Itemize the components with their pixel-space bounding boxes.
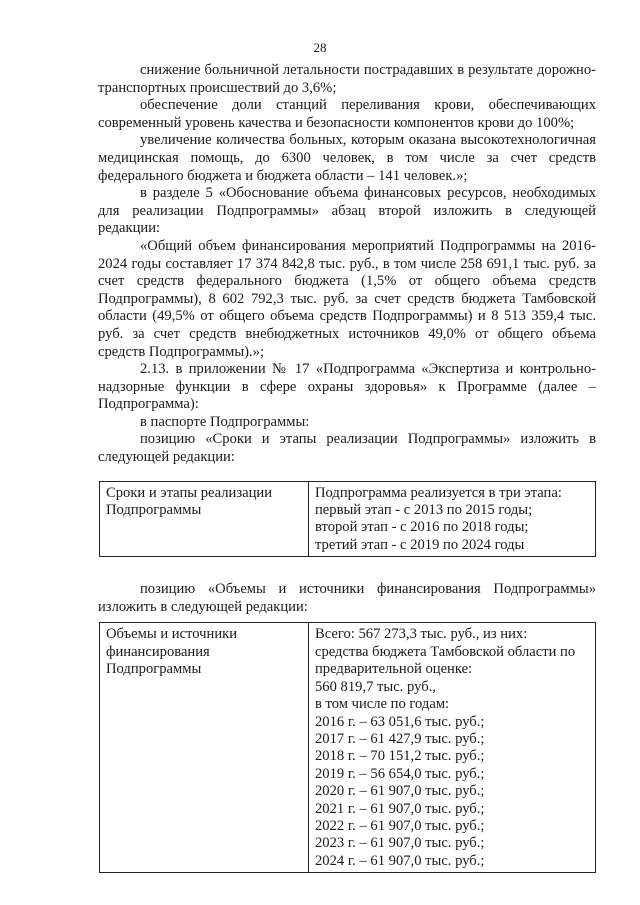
- stages-line: второй этап - с 2016 по 2018 годы;: [315, 519, 529, 536]
- funding-line: 2022 г. – 61 907,0 тыс. руб.;: [315, 817, 485, 834]
- paragraph-high-tech-care: увеличение количества больных, которым оказана высокотехнологичная медицинская помощь, до 6300 человек, в том числе за счет средств федерального бюджета и бюджета области – 141 человек.»;: [98, 132, 596, 184]
- funding-line: средства бюджета Тамбовской области по предварительной оценке:: [315, 643, 576, 678]
- funding-line: 2021 г. – 61 907,0 тыс. руб.;: [315, 800, 485, 817]
- funding-line: в том числе по годам:: [315, 696, 450, 713]
- funding-line: 560 819,7 тыс. руб.,: [315, 678, 436, 695]
- funding-line: 2020 г. – 61 907,0 тыс. руб.;: [315, 783, 485, 800]
- funding-line: 2016 г. – 63 051,6 тыс. руб.;: [315, 713, 485, 730]
- funding-line: 2017 г. – 61 427,9 тыс. руб.;: [315, 730, 485, 747]
- stages-line: третий этап - с 2019 по 2024 годы: [315, 536, 525, 553]
- funding-line: Всего: 567 273,3 тыс. руб., из них:: [315, 626, 528, 643]
- funding-line: 2019 г. – 56 654,0 тыс. руб.;: [315, 765, 485, 782]
- paragraph-appendix-17: 2.13. в приложении № 17 «Подпрограмма «Экспертиза и контрольно-надзорные функции в сфере охраны здоровья» к Программе (далее – Подпрограмма):: [98, 361, 596, 413]
- funding-line: 2023 г. – 61 907,0 тыс. руб.;: [315, 835, 485, 852]
- paragraph-passport: в паспорте Подпрограммы:: [140, 413, 310, 430]
- page-number: 28: [313, 40, 327, 55]
- stages-line: Подпрограмма реализуется в три этапа:: [315, 484, 562, 501]
- paragraph-section-5: в разделе 5 «Обоснование объема финансовых ресурсов, необходимых для реализации Подпрограммы» абзац второй изложить в следующей редакции:: [98, 185, 596, 237]
- table-row: [100, 623, 596, 873]
- table-row: [100, 481, 596, 557]
- paragraph-mortality: снижение больничной летальности пострадавших в результате дорожно-транспортных происшествий до 3,6%;: [98, 62, 596, 96]
- funding-line: 2024 г. – 61 907,0 тыс. руб.;: [315, 852, 485, 869]
- paragraph-funding-position: позицию «Объемы и источники финансирования Подпрограммы» изложить в следующей редакции:: [98, 581, 596, 615]
- funding-value-cell: [309, 623, 596, 873]
- paragraph-blood-stations: обеспечение доли станций переливания крови, обеспечивающих современный уровень качества и безопасности компонентов крови до 100%;: [98, 97, 596, 131]
- stages-line: первый этап - с 2013 по 2015 годы;: [315, 502, 533, 519]
- paragraph-stages-position: позицию «Сроки и этапы реализации Подпрограммы» изложить в следующей редакции:: [98, 431, 596, 466]
- document-body: [98, 62, 596, 873]
- funding-label-cell: Объемы и источники финансирования Подпрограммы: [100, 623, 309, 873]
- stages-label-cell: Сроки и этапы реализации Подпрограммы: [100, 481, 309, 557]
- stages-table: [99, 481, 596, 558]
- funding-table: [99, 622, 596, 873]
- funding-line: 2018 г. – 70 151,2 тыс. руб.;: [315, 748, 485, 765]
- stages-value-cell: [309, 481, 596, 557]
- paragraph-total-funding: «Общий объем финансирования мероприятий Подпрограммы на 2016-2024 годы составляет 17 374 842,8 тыс. руб., в том числе 258 691,1 тыс. руб. за счет средств федерального бюджета (1,5% от общего объема средств Подпрограммы), 8 602 792,3 тыс. руб. за счет средств бюджета Тамбовской области (49,5% от общего объема средств Подпрограммы) и 8 513 359,4 тыс. руб. за счет средств внебюджетных источников 49,0% от общего объема средств Подпрограммы).»;: [98, 237, 596, 360]
